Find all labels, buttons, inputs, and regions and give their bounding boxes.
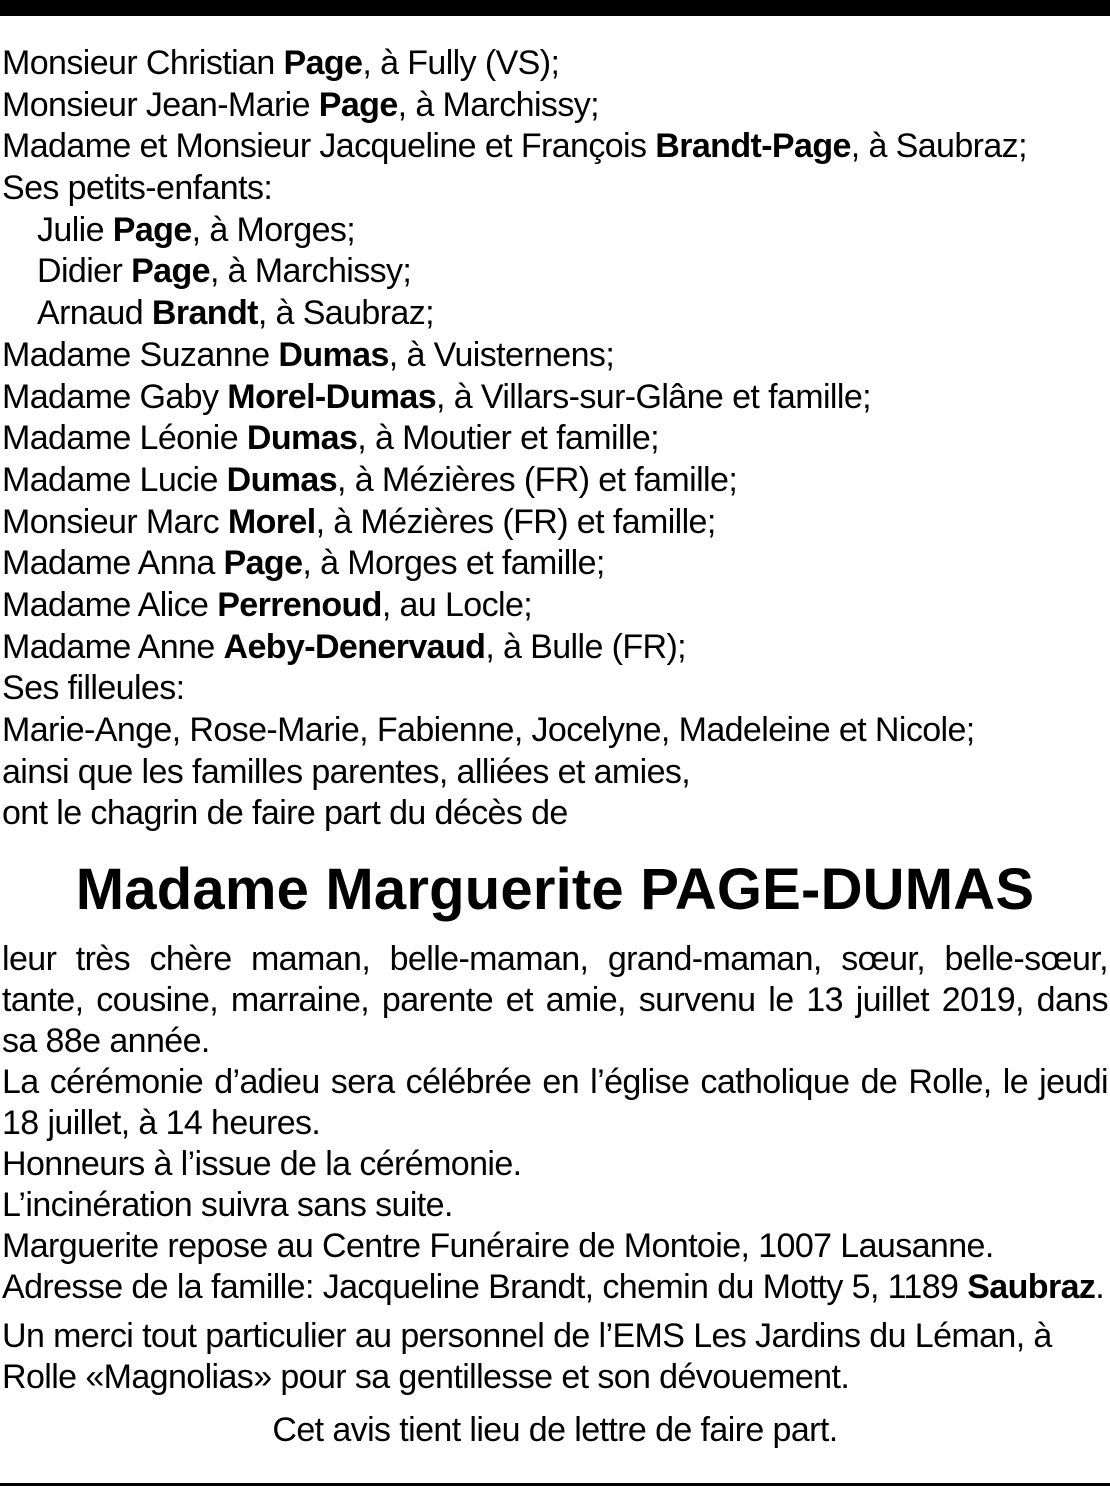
relative-line: Madame Suzanne Dumas, à Vuisternens; [2, 335, 615, 374]
family-line: Monsieur Christian Page, à Fully (VS); [2, 44, 560, 82]
deceased-name: Madame Marguerite PAGE-DUMAS [75, 857, 1035, 923]
ceremony-paragraph: La cérémonie d’adieu sera célébrée en l’église catholique de Rolle, le jeudi 18 juillet, à 14 heures. [2, 1063, 1108, 1143]
families-line: ainsi que les familles parentes, alliées et amies, [2, 752, 691, 791]
grandchild-line: Didier Page, à Marchissy; [37, 252, 412, 291]
relative-line: Monsieur Marc Morel, à Mézières (FR) et famille; [2, 502, 716, 541]
bottom-border-rule [0, 1483, 1110, 1486]
relative-line: Madame Alice Perrenoud, au Locle; [2, 585, 533, 624]
family-line: Monsieur Jean-Marie Page, à Marchissy; [2, 85, 599, 124]
family-address-line: Adresse de la famille: Jacqueline Brandt, chemin du Motty 5, 1189 Saubraz. [2, 1268, 1105, 1307]
relative-line: Madame Gaby Morel-Dumas, à Villars-sur-Glâne et famille; [2, 377, 871, 416]
goddaughters-list: Marie-Ange, Rose-Marie, Fabienne, Jocelyne, Madeleine et Nicole; [2, 711, 975, 749]
relative-line: Madame Léonie Dumas, à Moutier et famille; [2, 419, 660, 458]
description-paragraph: leur très chère maman, belle-maman, grand-maman, sœur, belle-sœur, tante, cousine, marraine, parente et amie, survenu le 13 juillet 2019, dans sa 88e année. [2, 940, 1108, 1061]
closing-line: Cet avis tient lieu de lettre de faire part. [272, 1411, 838, 1450]
relative-line: Madame Lucie Dumas, à Mézières (FR) et famille; [2, 460, 738, 499]
grandchild-line: Julie Page, à Morges; [37, 210, 356, 249]
relative-line: Madame Anna Page, à Morges et famille; [2, 544, 605, 583]
spacer [2, 1308, 1108, 1316]
relative-line: Madame Anne Aeby-Denervaud, à Bulle (FR); [2, 627, 687, 666]
repose-line: Marguerite repose au Centre Funéraire de Montoie, 1007 Lausanne. [2, 1227, 994, 1266]
top-border-rule [0, 0, 1110, 16]
announce-line: ont le chagrin de faire part du décès de [2, 794, 568, 833]
family-line: Madame et Monsieur Jacqueline et François Brandt-Page, à Saubraz; [2, 127, 1027, 166]
grandchild-line: Arnaud Brandt, à Saubraz; [37, 294, 434, 333]
goddaughters-heading: Ses filleules: [2, 669, 185, 708]
cremation-line: L’incinération suivra sans suite. [2, 1186, 453, 1225]
grandchildren-heading: Ses petits-enfants: [2, 169, 273, 208]
obituary-notice [2, 43, 1108, 1451]
thanks-paragraph: Un merci tout particulier au personnel de l’EMS Les Jardins du Léman, à Rolle «Magnolias» pour sa gentillesse et son dévouement. [2, 1317, 1052, 1397]
honors-line: Honneurs à l’issue de la cérémonie. [2, 1145, 522, 1184]
